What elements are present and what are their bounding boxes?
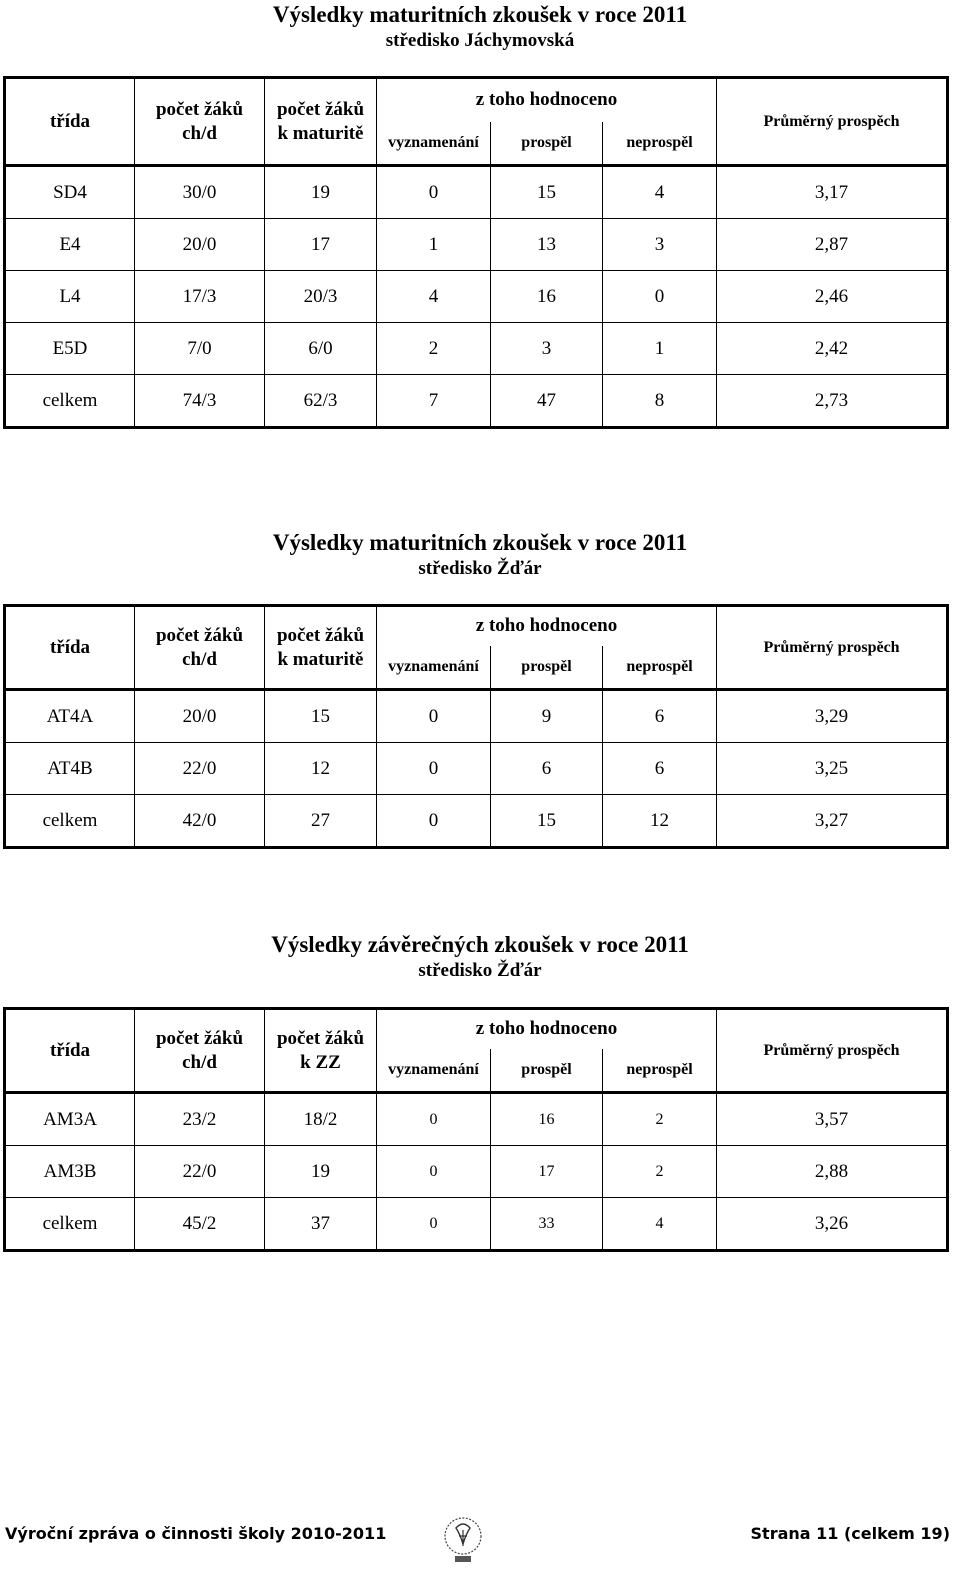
- cell-pocet-k: 27: [265, 795, 377, 848]
- cell-vyznamenani: 1: [377, 219, 491, 271]
- header-pocet-k-line2: k maturitě: [277, 122, 364, 144]
- header-prospel: prospěl: [491, 646, 603, 690]
- cell-pocet-chd: 20/0: [135, 690, 265, 743]
- cell-trida: AM3B: [5, 1146, 135, 1198]
- header-pocet-k-line1: počet žáků: [276, 98, 365, 120]
- table-body: [5, 690, 948, 848]
- header-pocet-k-line1: počet žáků: [276, 624, 365, 646]
- header-pocet-k: [265, 1009, 377, 1093]
- table-row: [5, 1198, 948, 1251]
- cell-pocet-chd: 7/0: [135, 323, 265, 375]
- cell-vyznamenani: 4: [377, 271, 491, 323]
- cell-prumer: 2,88: [717, 1146, 948, 1198]
- cell-prumer: 3,29: [717, 690, 948, 743]
- header-z-toho: z toho hodnoceno: [377, 1009, 717, 1049]
- cell-vyznamenani: 0: [377, 1093, 491, 1146]
- cell-prumer: 2,87: [717, 219, 948, 271]
- cell-trida: SD4: [5, 166, 135, 219]
- cell-prospel: 15: [491, 166, 603, 219]
- cell-neprospel: 0: [603, 271, 717, 323]
- table-body: [5, 1093, 948, 1251]
- cell-pocet-k: 20/3: [265, 271, 377, 323]
- header-neprospel: neprospěl: [603, 122, 717, 166]
- header-trida: třída: [5, 78, 135, 166]
- cell-vyznamenani: 2: [377, 323, 491, 375]
- cell-trida: L4: [5, 271, 135, 323]
- section-title: Výsledky maturitních zkoušek v roce 2011: [272, 530, 688, 555]
- header-pocet-k-line2: k ZZ: [300, 1051, 341, 1073]
- cell-pocet-chd: 74/3: [135, 375, 265, 428]
- cell-trida: AT4A: [5, 690, 135, 743]
- cell-prospel: 16: [491, 1093, 603, 1146]
- header-pocet-chd-line2: ch/d: [182, 122, 217, 144]
- table-row: [5, 323, 948, 375]
- header-pocet-chd-line1: počet žáků: [155, 1027, 244, 1049]
- cell-pocet-k: 17: [265, 219, 377, 271]
- cell-prospel: 16: [491, 271, 603, 323]
- cell-trida: E5D: [5, 323, 135, 375]
- table-row: [5, 1093, 948, 1146]
- cell-neprospel: 3: [603, 219, 717, 271]
- cell-pocet-k: 6/0: [265, 323, 377, 375]
- cell-neprospel: 12: [603, 795, 717, 848]
- cell-neprospel: 2: [603, 1146, 717, 1198]
- cell-pocet-chd: 23/2: [135, 1093, 265, 1146]
- cell-trida: AT4B: [5, 743, 135, 795]
- cell-prospel: 3: [491, 323, 603, 375]
- section-subtitle: středisko Žďár: [418, 960, 542, 981]
- footer-report-title: Výroční zpráva o činnosti školy 2010-2011: [5, 1524, 387, 1543]
- header-pocet-chd-line1: počet žáků: [155, 98, 244, 120]
- cell-pocet-chd: 20/0: [135, 219, 265, 271]
- section-title: Výsledky maturitních zkoušek v roce 2011: [272, 2, 688, 27]
- header-pocet-chd-line2: ch/d: [182, 648, 217, 670]
- header-z-toho: z toho hodnoceno: [377, 78, 717, 122]
- header-neprospel: neprospěl: [603, 1049, 717, 1093]
- cell-prumer: 2,46: [717, 271, 948, 323]
- table-row: [5, 271, 948, 323]
- header-prumer: Průměrný prospěch: [717, 1009, 948, 1093]
- cell-pocet-chd: 22/0: [135, 1146, 265, 1198]
- cell-neprospel: 4: [603, 1198, 717, 1251]
- cell-prumer: 2,42: [717, 323, 948, 375]
- cell-pocet-chd: 17/3: [135, 271, 265, 323]
- cell-prospel: 17: [491, 1146, 603, 1198]
- header-z-toho: z toho hodnoceno: [377, 606, 717, 646]
- header-trida: třída: [5, 1009, 135, 1093]
- cell-neprospel: 4: [603, 166, 717, 219]
- table-row: [5, 219, 948, 271]
- cell-prospel: 13: [491, 219, 603, 271]
- cell-vyznamenani: 0: [377, 743, 491, 795]
- cell-pocet-chd: 22/0: [135, 743, 265, 795]
- cell-pocet-chd: 42/0: [135, 795, 265, 848]
- cell-trida: AM3A: [5, 1093, 135, 1146]
- table-row: [5, 375, 948, 428]
- cell-neprospel: 2: [603, 1093, 717, 1146]
- cell-prumer: 3,57: [717, 1093, 948, 1146]
- cell-pocet-k: 62/3: [265, 375, 377, 428]
- table-row: [5, 1146, 948, 1198]
- table-row: [5, 795, 948, 848]
- cell-neprospel: 6: [603, 743, 717, 795]
- cell-vyznamenani: 0: [377, 690, 491, 743]
- cell-trida: celkem: [5, 1198, 135, 1251]
- cell-neprospel: 1: [603, 323, 717, 375]
- header-pocet-k: [265, 78, 377, 166]
- cell-neprospel: 8: [603, 375, 717, 428]
- header-vyznamenani: vyznamenání: [377, 646, 491, 690]
- table-body: [5, 166, 948, 428]
- results-table: [3, 1007, 949, 1252]
- header-pocet-chd: [135, 1009, 265, 1093]
- header-prospel: prospěl: [491, 122, 603, 166]
- cell-prospel: 6: [491, 743, 603, 795]
- cell-prospel: 47: [491, 375, 603, 428]
- cell-pocet-chd: 30/0: [135, 166, 265, 219]
- header-prumer: Průměrný prospěch: [717, 606, 948, 690]
- cell-prumer: 2,73: [717, 375, 948, 428]
- cell-vyznamenani: 0: [377, 795, 491, 848]
- cell-prospel: 33: [491, 1198, 603, 1251]
- header-pocet-k-line2: k maturitě: [277, 648, 364, 670]
- header-neprospel: neprospěl: [603, 646, 717, 690]
- cell-prumer: 3,17: [717, 166, 948, 219]
- cell-pocet-k: 19: [265, 1146, 377, 1198]
- cell-pocet-k: 37: [265, 1198, 377, 1251]
- header-pocet-chd-line1: počet žáků: [155, 624, 244, 646]
- cell-pocet-k: 18/2: [265, 1093, 377, 1146]
- header-prospel: prospěl: [491, 1049, 603, 1093]
- cell-prumer: 3,25: [717, 743, 948, 795]
- header-trida: třída: [5, 606, 135, 690]
- cell-pocet-k: 19: [265, 166, 377, 219]
- results-table: [3, 76, 949, 429]
- header-prumer: Průměrný prospěch: [717, 78, 948, 166]
- cell-pocet-chd: 45/2: [135, 1198, 265, 1251]
- cell-pocet-k: 12: [265, 743, 377, 795]
- section-subtitle: středisko Žďár: [418, 558, 542, 579]
- page-footer: [0, 1514, 960, 1554]
- cell-vyznamenani: 0: [377, 1146, 491, 1198]
- section-subtitle: středisko Jáchymovská: [385, 30, 575, 51]
- cell-prumer: 3,26: [717, 1198, 948, 1251]
- table-row: [5, 690, 948, 743]
- header-vyznamenani: vyznamenání: [377, 122, 491, 166]
- cell-pocet-k: 15: [265, 690, 377, 743]
- cell-trida: celkem: [5, 795, 135, 848]
- header-pocet-chd-line2: ch/d: [182, 1051, 217, 1073]
- footer-page-number: Strana 11 (celkem 19): [750, 1524, 950, 1543]
- header-vyznamenani: vyznamenání: [377, 1049, 491, 1093]
- cell-prumer: 3,27: [717, 795, 948, 848]
- cell-prospel: 15: [491, 795, 603, 848]
- results-table: [3, 604, 949, 849]
- school-emblem-icon: [442, 1514, 484, 1566]
- section-title: Výsledky závěrečných zkoušek v roce 2011: [271, 932, 689, 957]
- cell-trida: celkem: [5, 375, 135, 428]
- table-row: [5, 743, 948, 795]
- header-pocet-chd: [135, 606, 265, 690]
- cell-vyznamenani: 7: [377, 375, 491, 428]
- header-pocet-chd: [135, 78, 265, 166]
- header-pocet-k: [265, 606, 377, 690]
- header-pocet-k-line1: počet žáků: [276, 1027, 365, 1049]
- cell-trida: E4: [5, 219, 135, 271]
- cell-vyznamenani: 0: [377, 166, 491, 219]
- cell-neprospel: 6: [603, 690, 717, 743]
- cell-prospel: 9: [491, 690, 603, 743]
- table-row: [5, 166, 948, 219]
- cell-vyznamenani: 0: [377, 1198, 491, 1251]
